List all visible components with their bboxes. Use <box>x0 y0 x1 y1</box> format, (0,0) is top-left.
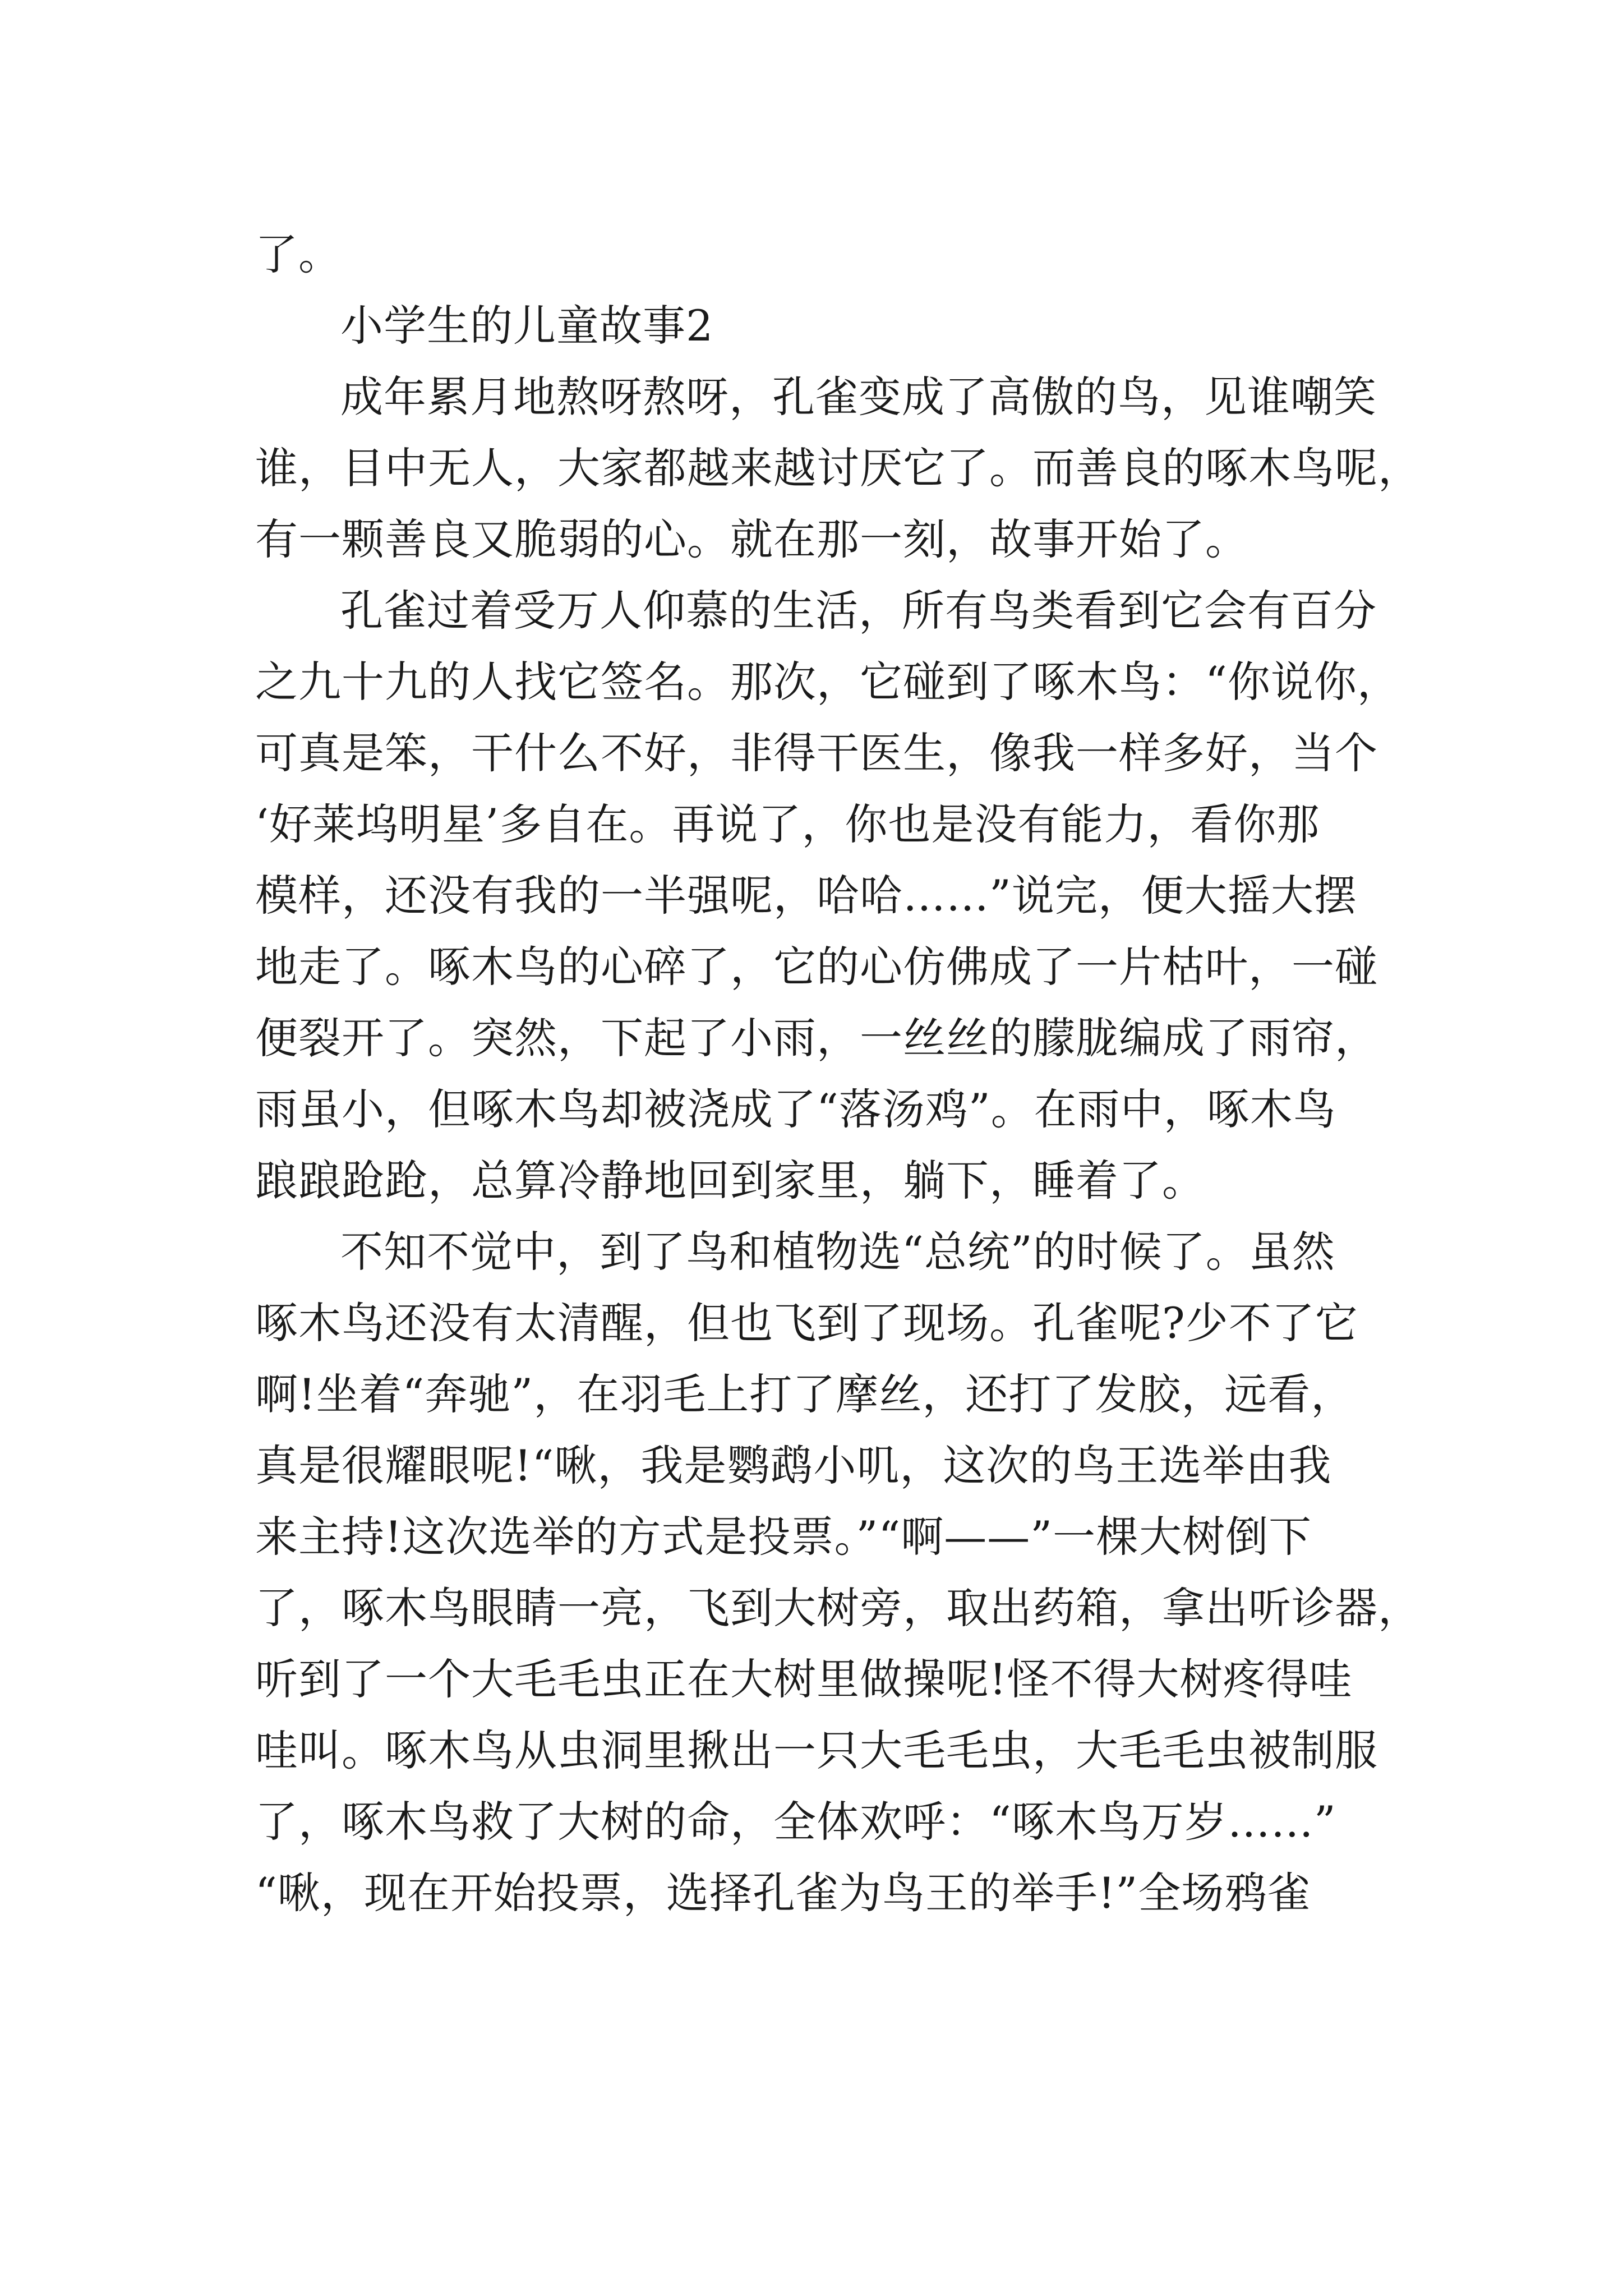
text-line: 有一颗善良又脆弱的心。就在那一刻，故事开始了。 <box>255 514 1248 564</box>
story-text <box>255 219 1421 1929</box>
text-line: 了。 <box>255 229 342 279</box>
text-line: ‘好莱坞明星’多自在。再说了，你也是没有能力，看你那 <box>255 799 1320 849</box>
text-line: 便裂开了。突然，下起了小雨，一丝丝的朦胧编成了雨帘， <box>255 1013 1378 1063</box>
text-line: 哇叫。啄木鸟从虫洞里揪出一只大毛毛虫，大毛毛虫被制服 <box>255 1726 1378 1775</box>
text-line: 来主持!这次选举的方式是投票。”“啊——”一棵大树倒下 <box>255 1512 1312 1562</box>
text-line: 啊!坐着“奔驰”，在羽毛上打了摩丝，还打了发胶，远看， <box>255 1369 1354 1419</box>
section-heading: 小学生的儿童故事2 <box>340 301 714 351</box>
text-line: 可真是笨，干什么不好，非得干医生，像我一样多好，当个 <box>255 728 1378 778</box>
text-line: 听到了一个大毛毛虫正在大树里做操呢!怪不得大树疼得哇 <box>255 1654 1353 1704</box>
text-line: 地走了。啄木鸟的心碎了，它的心仿佛成了一片枯叶，一碰 <box>255 942 1378 992</box>
text-line: “啾，现在开始投票，选择孔雀为鸟王的举手!”全场鸦雀 <box>255 1868 1311 1918</box>
text-line: 之九十九的人找它签名。那次，它碰到了啄木鸟：“你说你， <box>255 657 1400 707</box>
text-line: 孔雀过着受万人仰慕的生活，所有鸟类看到它会有百分 <box>340 586 1377 636</box>
text-line: 雨虽小，但啄木鸟却被浇成了“落汤鸡”。在雨中，啄木鸟 <box>255 1084 1336 1134</box>
text-line: 踉踉跄跄，总算冷静地回到家里，躺下，睡着了。 <box>255 1156 1205 1205</box>
text-line: 了，啄木鸟眼睛一亮，飞到大树旁，取出药箱，拿出听诊器， <box>255 1583 1421 1633</box>
text-line: 模样，还没有我的一半强呢，哈哈……”说完，便大摇大摆 <box>255 871 1357 921</box>
text-line: 谁，目中无人，大家都越来越讨厌它了。而善良的啄木鸟呢， <box>255 443 1421 493</box>
text-line: 啄木鸟还没有太清醒，但也飞到了现场。孔雀呢?少不了它 <box>255 1298 1358 1348</box>
text-line: 了，啄木鸟救了大树的命，全体欢呼：“啄木鸟万岁……” <box>255 1797 1336 1847</box>
text-line: 真是很耀眼呢!“啾，我是鹦鹉小叽，这次的鸟王选举由我 <box>255 1441 1332 1490</box>
text-line: 成年累月地熬呀熬呀，孔雀变成了高傲的鸟，见谁嘲笑 <box>340 372 1377 422</box>
text-line: 不知不觉中，到了鸟和植物选“总统”的时候了。虽然 <box>340 1227 1335 1277</box>
